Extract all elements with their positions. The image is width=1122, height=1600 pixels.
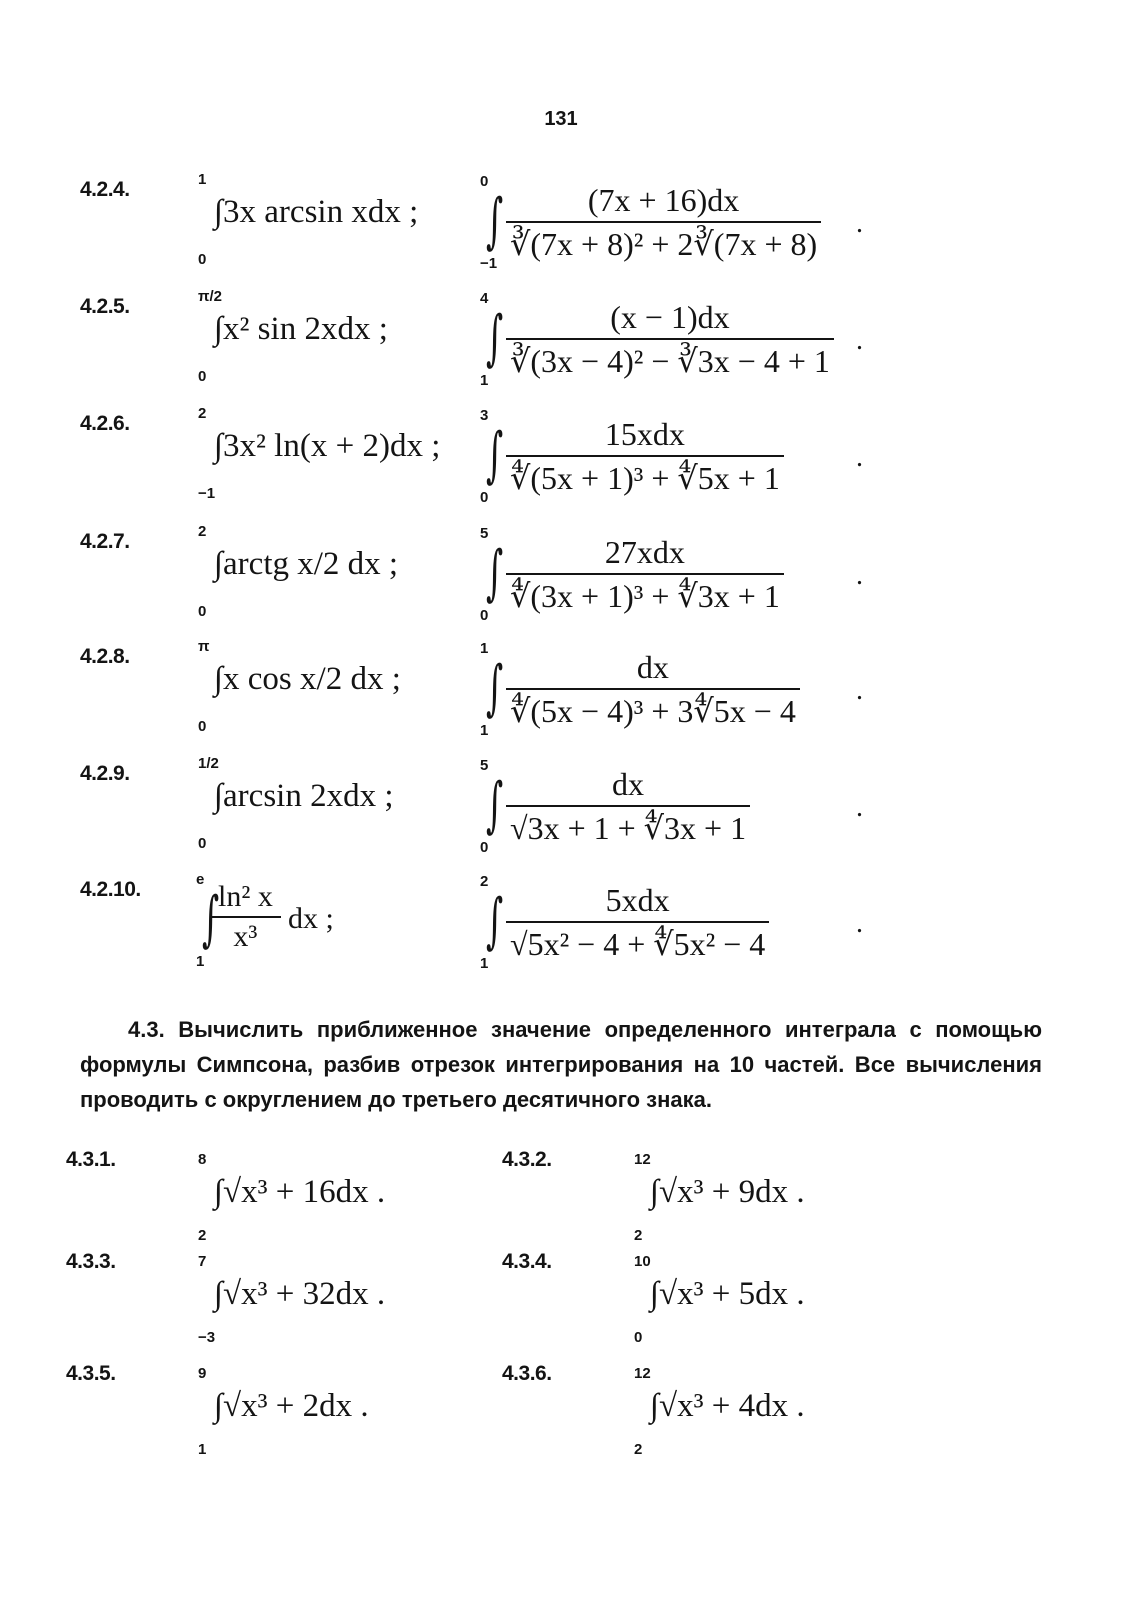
integrand-fraction [506, 882, 769, 963]
upper-limit: 5 [480, 525, 489, 542]
exercise-number: 4.3.5. [66, 1362, 116, 1385]
exercise-number: 4.3.1. [66, 1148, 116, 1171]
end-period: . [856, 675, 863, 706]
denominator: ∜(5x + 1)³ + ∜5x + 1 [506, 455, 784, 497]
integral-left [196, 872, 456, 972]
upper-limit: 2 [198, 405, 207, 422]
integrand-fraction [506, 182, 821, 263]
integrand-fraction [210, 880, 281, 954]
upper-limit: e [196, 871, 205, 888]
upper-limit: π [198, 638, 210, 655]
integral-right [480, 526, 880, 626]
end-period: . [856, 560, 863, 591]
simpson-integral [632, 1366, 862, 1466]
simpson-integral [632, 1152, 862, 1252]
integrand-expression: ∫√x³ + 32dx . [214, 1276, 386, 1312]
upper-limit: 12 [634, 1365, 651, 1382]
integrand-fraction [506, 534, 784, 615]
denominator: ∜(5x − 4)³ + 3∜5x − 4 [506, 688, 800, 730]
integral-left [196, 756, 456, 856]
integrand-expression: ∫√x³ + 16dx . [214, 1174, 386, 1210]
upper-limit: 3 [480, 407, 489, 424]
upper-limit: 4 [480, 290, 489, 307]
integral-sign-icon: ∫ [486, 303, 504, 373]
integrand-fraction [506, 766, 750, 847]
integral-sign-icon: ∫ [486, 770, 504, 840]
exercise-number: 4.3.3. [66, 1250, 116, 1273]
lower-limit: 1 [480, 722, 489, 739]
end-period: . [856, 908, 863, 939]
numerator: 27xdx [604, 534, 685, 570]
integral-sign-icon: ∫ [202, 884, 220, 954]
lower-limit: 1 [480, 955, 489, 972]
lower-limit: 0 [198, 603, 207, 620]
lower-limit: 0 [198, 718, 207, 735]
denominator: ∜(3x + 1)³ + ∜3x + 1 [506, 573, 784, 615]
integral-left [196, 172, 456, 272]
lower-limit: 0 [198, 835, 207, 852]
numerator: ln² x [218, 880, 273, 913]
upper-limit: 12 [634, 1151, 651, 1168]
exercise-number: 4.2.7. [80, 530, 130, 553]
simpson-integral [196, 1152, 426, 1252]
lower-limit: 1 [198, 1441, 207, 1458]
numerator: (x − 1)dx [610, 299, 730, 335]
simpson-integral [632, 1254, 862, 1354]
numerator: 5xdx [605, 882, 670, 918]
lower-limit: 0 [634, 1329, 643, 1346]
page-number: 131 [544, 108, 578, 130]
integrand-expression: ∫√x³ + 2dx . [214, 1388, 369, 1424]
integral-right [480, 874, 880, 974]
numerator: dx [636, 649, 669, 685]
integrand-tail: dx ; [288, 902, 334, 935]
lower-limit: 0 [198, 251, 207, 268]
integral-sign-icon: ∫ [486, 420, 504, 490]
upper-limit: 10 [634, 1253, 651, 1270]
simpson-integral [196, 1254, 426, 1354]
denominator: √5x² − 4 + ∜5x² − 4 [506, 921, 769, 963]
end-period: . [856, 325, 863, 356]
integrand-expression: ∫x cos x/2 dx ; [214, 661, 401, 697]
upper-limit: 1 [480, 640, 489, 657]
denominator: √3x + 1 + ∜3x + 1 [506, 805, 750, 847]
integrand-expression: ∫√x³ + 4dx . [650, 1388, 805, 1424]
lower-limit: −1 [480, 255, 498, 272]
section-4-3-instructions [80, 1012, 1042, 1117]
upper-limit: 2 [198, 523, 207, 540]
upper-limit: 8 [198, 1151, 207, 1168]
integrand-expression: ∫3x² ln(x + 2)dx ; [214, 428, 441, 464]
integrand-fraction [506, 299, 834, 380]
integral-sign-icon: ∫ [486, 538, 504, 608]
denominator: ∛(7x + 8)² + 2∛(7x + 8) [506, 221, 821, 263]
lower-limit: −1 [198, 485, 216, 502]
integral-sign-icon: ∫ [486, 886, 504, 956]
end-period: . [856, 442, 863, 473]
integral-sign-icon: ∫ [486, 186, 504, 256]
upper-limit: 7 [198, 1253, 207, 1270]
upper-limit: π/2 [198, 288, 222, 305]
numerator: dx [612, 766, 645, 802]
denominator: ∛(3x − 4)² − ∛3x − 4 + 1 [506, 338, 834, 380]
exercise-number: 4.2.6. [80, 412, 130, 435]
exercise-number: 4.3.2. [502, 1148, 552, 1171]
integrand-fraction [506, 416, 784, 497]
lower-limit: −3 [198, 1329, 216, 1346]
upper-limit: 1 [198, 171, 207, 188]
integral-right [480, 408, 880, 508]
integrand-expression: ∫arctg x/2 dx ; [214, 546, 399, 582]
lower-limit: 1 [480, 372, 489, 389]
integral-sign-icon: ∫ [486, 653, 504, 723]
denominator: x³ [210, 916, 281, 954]
simpson-integral [196, 1366, 426, 1466]
integral-left [196, 639, 456, 739]
numerator: (7x + 16)dx [587, 182, 740, 218]
end-period: . [856, 792, 863, 823]
lower-limit: 0 [480, 839, 489, 856]
integral-right [480, 758, 880, 858]
exercise-number: 4.2.9. [80, 762, 130, 785]
upper-limit: 1/2 [198, 755, 219, 772]
exercise-number: 4.3.6. [502, 1362, 552, 1385]
integrand-expression: ∫√x³ + 5dx . [650, 1276, 805, 1312]
lower-limit: 1 [196, 953, 205, 970]
exercise-number: 4.3.4. [502, 1250, 552, 1273]
integral-right [480, 641, 880, 741]
section-4-3-text: 4.3. Вычислить приближенное значение определенного интеграла с помощью формулы Симпсона, разбив отрезок интегрирования на 10 частей. Все вычисления проводить с округлением до третьего десятичного знака. [80, 1017, 1042, 1112]
lower-limit: 0 [198, 368, 207, 385]
upper-limit: 5 [480, 757, 489, 774]
integral-left [196, 524, 456, 624]
upper-limit: 9 [198, 1365, 207, 1382]
integral-right [480, 174, 880, 274]
integral-left [196, 406, 456, 506]
exercise-number: 4.2.10. [80, 878, 141, 901]
integrand-expression: ∫x² sin 2xdx ; [214, 311, 388, 347]
lower-limit: 2 [198, 1227, 207, 1244]
upper-limit: 2 [480, 873, 489, 890]
lower-limit: 0 [480, 607, 489, 624]
integrand-expression: ∫√x³ + 9dx . [650, 1174, 805, 1210]
end-period: . [856, 208, 863, 239]
exercise-number: 4.2.8. [80, 645, 130, 668]
numerator: 15xdx [604, 416, 685, 452]
lower-limit: 2 [634, 1441, 643, 1458]
lower-limit: 0 [480, 489, 489, 506]
integrand-expression: ∫3x arcsin xdx ; [214, 194, 419, 230]
integrand-fraction [506, 649, 800, 730]
lower-limit: 2 [634, 1227, 643, 1244]
integral-left [196, 289, 456, 389]
integral-right [480, 291, 880, 391]
exercise-number: 4.2.5. [80, 295, 130, 318]
exercise-number: 4.2.4. [80, 178, 130, 201]
upper-limit: 0 [480, 173, 489, 190]
integrand-expression: ∫arcsin 2xdx ; [214, 778, 394, 814]
